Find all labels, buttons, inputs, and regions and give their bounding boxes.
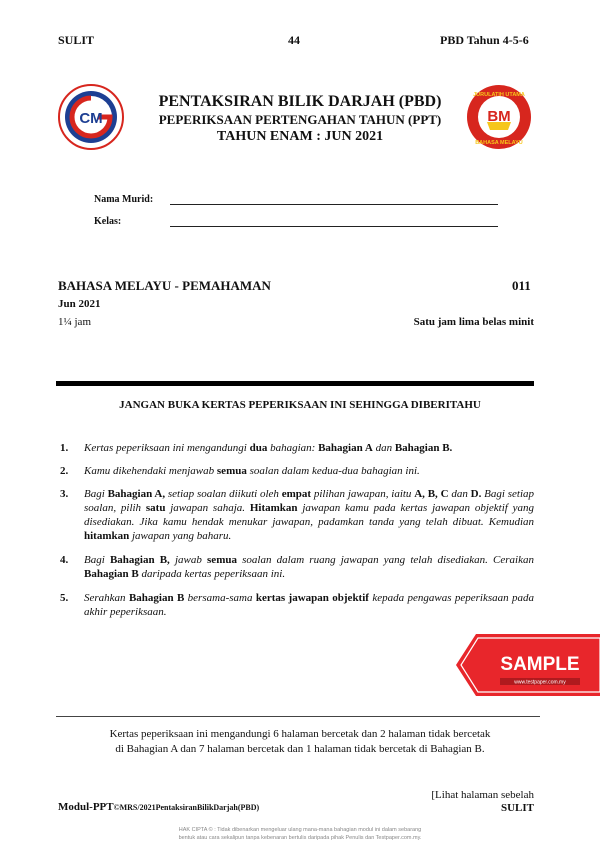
thin-divider [56,716,540,717]
sample-sub: www.testpaper.com.my [514,679,566,686]
note-line-2: di Bahagian A dan 7 halaman bercetak dan 1 halaman tidak bercetak di Bahagian B. [115,743,485,755]
subject-name: BAHASA MELAYU - PEMAHAMAN [58,278,271,293]
logo-top-text: JURULATIH UTAMA [473,92,525,98]
class-input-line[interactable] [170,226,498,227]
logo-bm-text: BM [487,108,511,125]
warning-text: JANGAN BUKA KERTAS PEPERIKSAAN INI SEHINGGA DIBERITAHU [119,399,481,411]
footer-module: Modul-PPT©MRS/2021PentaksiranBilikDarjah(PBD) [58,801,260,813]
logo-bottom-text: BAHASA MELAYU [475,140,523,146]
instruction-2: 2. Kamu dikehendaki menjawab semua soalan dalam kedua-dua bahagian ini. [60,465,420,477]
name-label: Nama Murid: [94,194,154,205]
instruction-4: 4. Bagi Bahagian B, jawab semua soalan dalam ruang jawapan yang telah disediakan. Ceraikan Bahagian B daripada kertas peperiksaan ini. [60,554,534,580]
page-count-note [0,727,600,757]
name-input-line[interactable] [170,204,498,205]
title-line-1: PENTAKSIRAN BILIK DARJAH (PBD) [158,93,442,110]
note-line-1: Kertas peperiksaan ini mengandungi 6 halaman bercetak dan 2 halaman tidak bercetak [109,728,491,740]
duration-words: Satu jam lima belas minit [413,316,534,328]
header-left: SULIT [58,33,95,47]
instruction-3: 3. Bagi Bahagian A, setiap soalan diikuti oleh empat pilihan jawapan, iaitu A, B, C dan D. Bagi setiap soalan, pilih satu jawapan sahaja. Hitamkan jawapan kamu pada kertas jawapan objektif yang disediakan. Jika kamu hendak menukar jawapan, padamkan tanda yang telah dibuat. Kemudian hitamkan jawapan yang baharu. [60,488,535,542]
duration: 1¼ jam [58,316,91,328]
sample-label: SAMPLE [500,654,580,675]
instruction-5: 5. Serahkan Bahagian B bersama-sama kertas jawapan objektif kepada pengawas peperiksaan pada akhir peperiksaan. [60,592,535,618]
page-number: 44 [288,33,300,47]
footer-sulit: SULIT [500,802,534,814]
title-line-3: TAHUN ENAM : JUN 2021 [216,129,384,144]
thick-divider [56,381,534,386]
next-page-text: [Lihat halaman sebelah [431,789,534,801]
logo-text: CM [79,110,103,127]
instruction-1: 1. Kertas peperiksaan ini mengandungi dua bahagian: Bahagian A dan Bahagian B. [60,442,453,454]
sample-watermark [454,632,600,698]
class-label: Kelas: [94,216,122,227]
title-line-2: PEPERIKSAAN PERTENGAHAN TAHUN (PPT) [158,112,442,127]
exam-date: Jun 2021 [58,298,101,310]
next-page-note [420,789,534,815]
subject-code: 011 [512,278,531,293]
header-right: PBD Tahun 4-5-6 [440,33,529,47]
copyright-notice: HAK CIPTA © : Tidak dibenarkan mengeluar ulang mana-mana bahagian modul ini dalam sebarang bentuk atau cara sekalipun tanpa kebenaran bertulis daripada pihak Penulis dan Testpaper.com.my. [178,827,422,841]
